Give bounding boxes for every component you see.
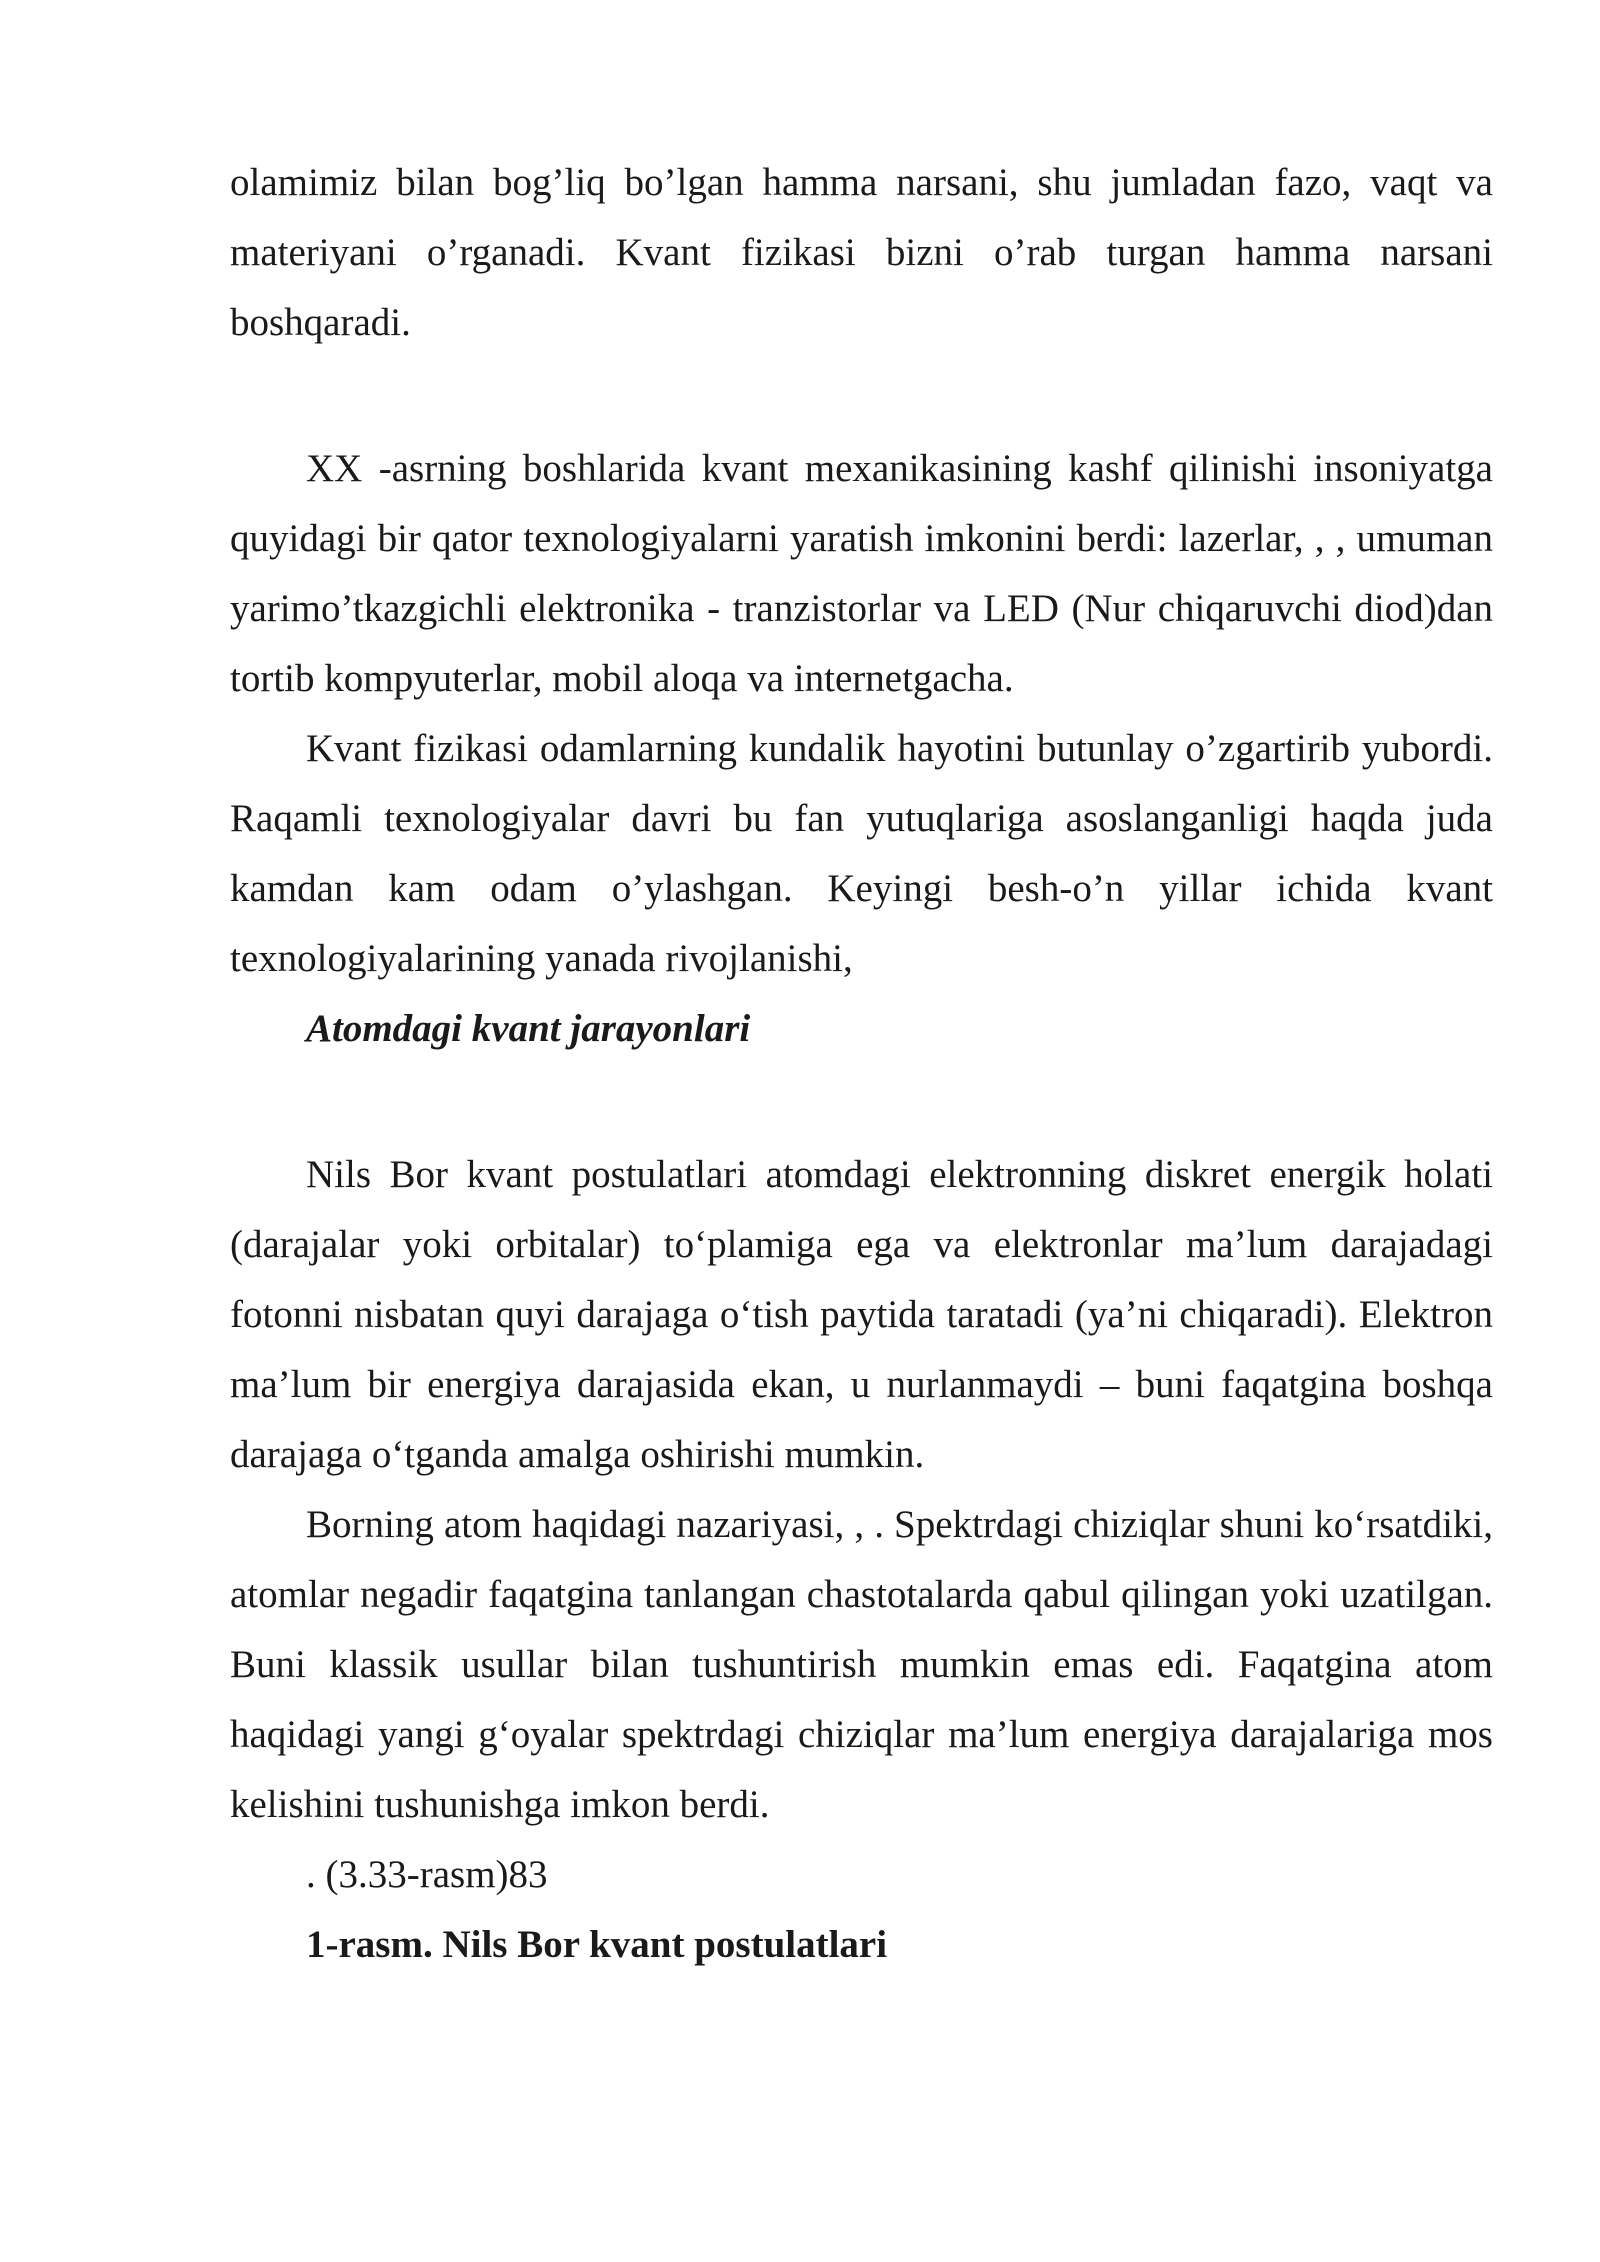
paragraph-xx-century: XX -asrning boshlarida kvant mexanikasining kashf qilinishi insoniyatga quyidagi bir qator texnologiyalarni yaratish imkonini berdi: lazerlar, , , umuman yarimo’tkazgichli elektronika - tranzistorlar va LED (Nur chiqaruvchi diod)dan tortib kompyuterlar, mobil aloqa va internetgacha. — [230, 447, 1493, 700]
section-subheading: Atomdagi kvant jarayonlari — [306, 1007, 751, 1050]
paragraph-intro: olamimiz bilan bog’liq bo’lgan hamma narsani, shu jumladan fazo, vaqt va materiyani o’rganadi. Kvant fizikasi bizni o’rab turgan hamma narsani boshqaradi. — [230, 161, 1493, 344]
figure-caption: 1-rasm. Nils Bor kvant postulatlari — [306, 1923, 888, 1966]
paragraph-daily-life: Kvant fizikasi odamlarning kundalik hayotini butunlay o’zgartirib yubordi. Raqamli texnologiyalar davri bu fan yutuqlariga asoslanganligi haqda juda kamdan kam odam o’ylashgan. Keyingi besh-o’n yillar ichida kvant texnologiyalarining yanada rivojlanishi, — [230, 727, 1493, 980]
paragraph-bohr-theory: Borning atom haqidagi nazariyasi, , . Spektrdagi chiziqlar shuni ko‘rsatdiki, atomlar negadir faqatgina tanlangan chastotalarda qabul qilingan yoki uzatilgan. Buni klassik usullar bilan tushuntirish mumkin emas edi. Faqatgina atom haqidagi yangi g‘oyalar spektrdagi chiziqlar ma’lum energiya darajalariga mos kelishini tushunishga imkon berdi. — [230, 1503, 1493, 1826]
document-body — [230, 148, 1493, 1980]
figure-reference: . (3.33-rasm)83 — [306, 1853, 548, 1896]
paragraph-bohr-postulates: Nils Bor kvant postulatlari atomdagi elektronning diskret energik holati (darajalar yoki orbitalar) to‘plamiga ega va elektronlar ma’lum darajadagi fotonni nisbatan quyi darajaga o‘tish paytida taratadi (ya’ni chiqaradi). Elektron ma’lum bir energiya darajasida ekan, u nurlanmaydi – buni faqatgina boshqa darajaga o‘tganda amalga oshirishi mumkin. — [230, 1153, 1493, 1476]
